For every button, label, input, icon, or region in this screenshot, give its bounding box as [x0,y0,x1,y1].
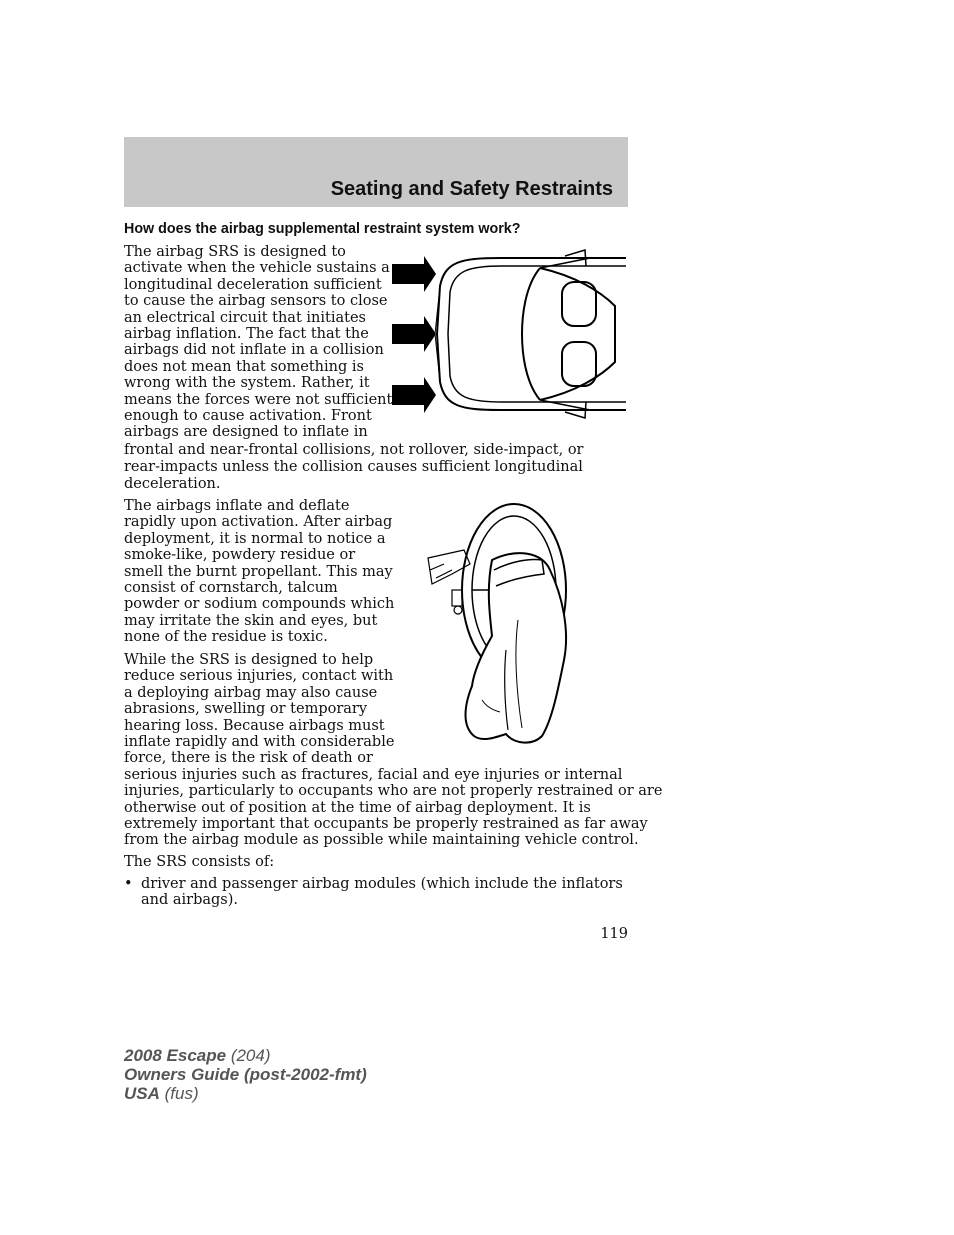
text-line: force, there is the risk of death or [124,750,373,767]
text-line: The airbags inflate and deflate [124,498,350,514]
text-line: deployment, it is normal to notice a [124,530,386,547]
text-line: airbags did not inflate in a collision [124,342,384,359]
text-line: a deploying airbag may also cause [124,684,378,701]
text-line: consist of cornstarch, talcum [124,580,338,597]
text-line: none of the residue is toxic. [124,629,328,646]
frontal-impact-illustration [390,246,626,422]
page-number: 119 [600,926,628,942]
footer-line [124,1084,367,1103]
text-line: frontal and near-frontal collisions, not rollover, side-impact, or [124,441,584,458]
text-line: injuries, particularly to occupants who are not properly restrained or are [124,783,663,800]
text-line: enough to cause activation. Front [124,408,372,425]
text-line: smoke-like, powdery residue or [124,547,356,564]
text-line: abrasions, swelling or temporary [124,701,368,718]
driver-airbag-deployment-illustration [422,500,574,748]
text-line: hearing loss. Because airbags must [124,717,385,734]
text-line: The airbag SRS is designed to [124,244,346,260]
text-line: does not mean that something is [124,358,364,375]
footer-line [124,1065,367,1084]
impact-arrows-icon [392,256,436,413]
text-line: means the forces were not sufficient [124,391,393,408]
document-footer [124,1046,367,1103]
text-line: While the SRS is designed to help [124,652,374,668]
text-line: extremely important that occupants be properly restrained as far away [124,816,648,833]
text-line: serious injuries such as fractures, facial and eye injuries or internal [124,766,623,783]
paragraph-airbag-injury-risk [124,652,662,849]
bullet-icon: • [124,876,133,892]
footer-market-code: (fus) [159,1084,199,1103]
text-line: longitudinal deceleration sufficient [124,276,382,293]
text-line: airbag inflation. The fact that the [124,326,369,343]
text-line: activate when the vehicle sustains a [124,260,390,277]
text-line: wrong with the system. Rather, it [124,375,370,392]
airbag-icon [466,553,567,742]
footer-guide: Owners Guide (post-2002-fmt) [124,1065,367,1084]
text-line: smell the burnt propellant. This may [124,563,393,580]
text-line: airbags are designed to inflate in [124,424,368,441]
text-line: inflate rapidly and with considerable [124,734,395,751]
text-line: from the airbag module as possible while maintaining vehicle control. [124,832,639,849]
list-item [124,876,624,909]
page-title: Seating and Safety Restraints [330,178,613,200]
text-line: rear-impacts unless the collision causes sufficient longitudinal [124,459,583,476]
footer-model: 2008 Escape [124,1046,227,1065]
list-item-text: driver and passenger airbag modules (which include the inflators and airbags). [141,876,623,909]
text-line: may irritate the skin and eyes, but [124,612,378,629]
text-line: deceleration. [124,475,221,492]
paragraph-airbag-residue [124,498,394,646]
text-line: reduce serious injuries, contact with [124,668,394,685]
section-heading: How does the airbag supplemental restraint system work? [124,221,521,237]
header-band [124,137,628,207]
text-line: powder or sodium compounds which [124,596,395,613]
car-top-view-icon [435,250,626,418]
text-line: otherwise out of position at the time of airbag deployment. It is [124,799,591,816]
text-line: rapidly upon activation. After airbag [124,514,393,531]
footer-market: USA [124,1084,160,1103]
footer-line [124,1046,367,1065]
footer-model-code: (204) [226,1046,271,1065]
text-line: an electrical circuit that initiates [124,309,366,326]
text-line: to cause the airbag sensors to close [124,293,388,310]
paragraph-srs-consists: The SRS consists of: [124,854,275,870]
steering-column-icon [428,550,470,614]
